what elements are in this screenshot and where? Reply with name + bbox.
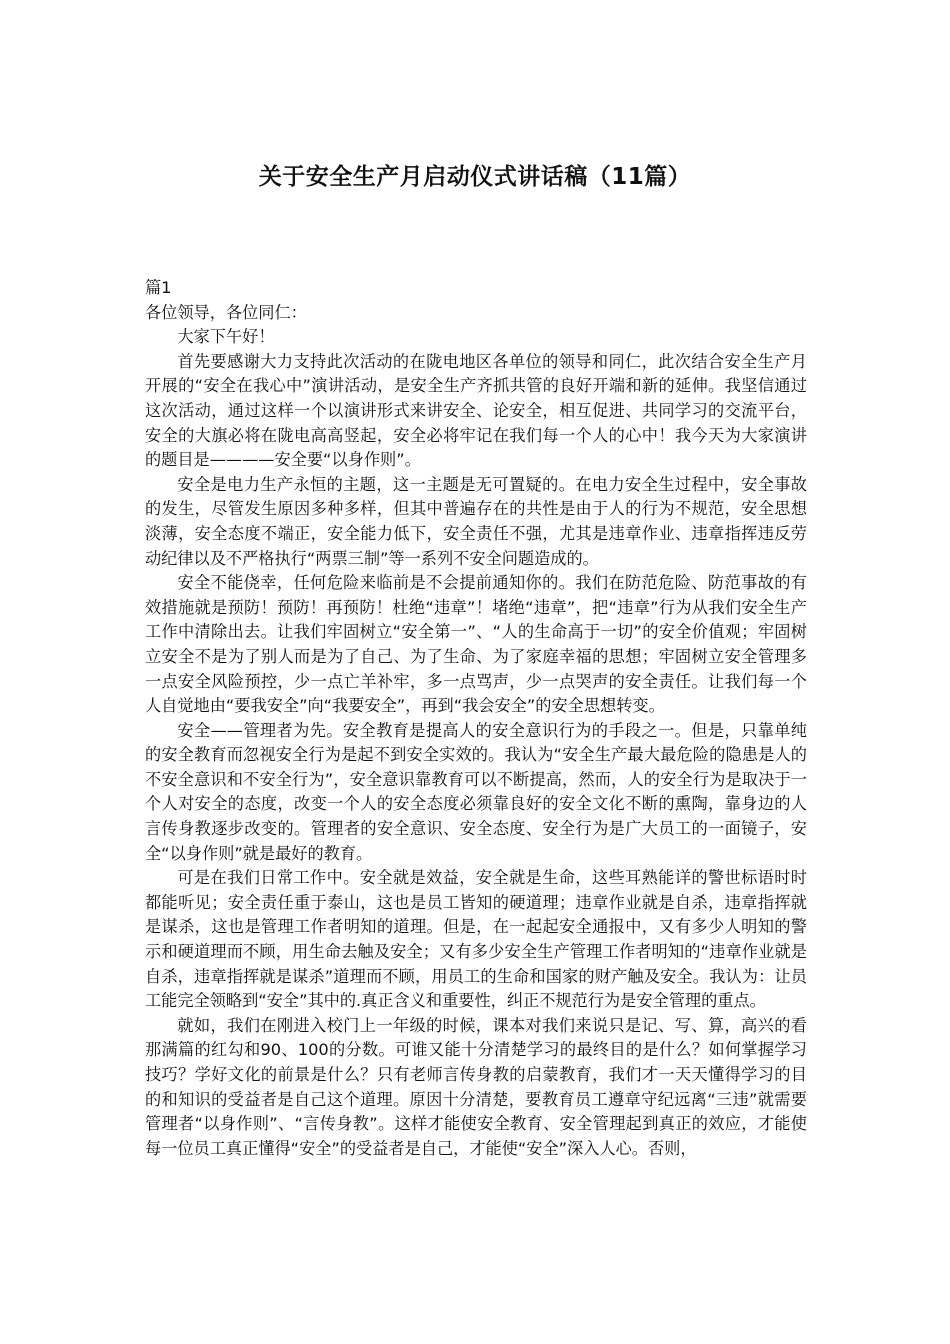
document-title: 关于安全生产月启动仪式讲话稿（11篇） <box>258 164 692 190</box>
document-body <box>145 276 807 1161</box>
paragraph: 安全是电力生产永恒的主题，这一主题是无可置疑的。在电力安全生过程中，安全事故的发生，尽管发生原因多种多样，但其中普遍存在的共性是由于人的行为不规范，安全思想淡薄，安全态度不端正，安全能力低下，安全责任不强，尤其是违章作业、违章指挥违反劳动纪律以及不严格执行“两票三制”等一系列不安全问题造成的。 <box>145 474 807 568</box>
section-label: 篇1 <box>145 278 172 297</box>
paragraph: 就如，我们在刚进入校门上一年级的时候，课本对我们来说只是记、写、算，高兴的看那满篇的红勾和90、100的分数。可谁又能十分清楚学习的最终目的是什么？如何掌握学习技巧？学好文化的前景是什么？只有老师言传身教的启蒙教育，我们才一天天懂得学习的目的和知识的受益者是自己这个道理。原因十分清楚，要教育员工遵章守纪远离“三违”就需要管理者“以身作则”、“言传身教”。这样才能使安全教育、安全管理起到真正的效应，才能使每一位员工真正懂得“安全”的受益者是自己，才能使“安全”深入人心。否则， <box>145 1015 807 1158</box>
paragraph: 安全不能侥幸，任何危险来临前是不会提前通知你的。我们在防范危险、防范事故的有效措施就是预防！预防！再预防！杜绝“违章”！堵绝“违章”，把“违章”行为从我们安全生产工作中清除出去。让我们牢固树立“安全第一”、“人的生命高于一切”的安全价值观；牢固树立安全不是为了别人而是为了自己、为了生命、为了家庭幸福的思想；牢固树立安全管理多一点安全风险预控，少一点亡羊补牢，多一点骂声，少一点哭声的安全责任。让我们每一个人自觉地由“要我安全”向“我要安全”，再到“我会安全”的安全思想转变。 <box>145 573 807 716</box>
paragraph: 首先要感谢大力支持此次活动的在陇电地区各单位的领导和同仁，此次结合安全生产月开展的“安全在我心中”演讲活动，是安全生产齐抓共管的良好开端和新的延伸。我坚信通过这次活动，通过这样一个以演讲形式来讲安全、论安全，相互促进、共同学习的交流平台，安全的大旗必将在陇电高高竖起，安全必将牢记在我们每一个人的心中！我今天为大家演讲的题目是————安全要“以身作则”。 <box>145 351 807 470</box>
paragraph: 安全——管理者为先。安全教育是提高人的安全意识行为的手段之一。但是，只靠单纯的安全教育而忽视安全行为是起不到安全实效的。我认为“安全生产最大最危险的隐患是人的不安全意识和不安全行为”，安全意识靠教育可以不断提高，然而，人的安全行为是取决于一个人对安全的态度，改变一个人的安全态度必须靠良好的安全文化不断的熏陶，靠身边的人言传身教逐步改变的。管理者的安全意识、安全态度、安全行为是广大员工的一面镜子，安全“以身作则”就是最好的教育。 <box>145 720 807 863</box>
salutation: 各位领导，各位同仁： <box>145 302 307 322</box>
greeting: 大家下午好！ <box>177 327 275 347</box>
paragraph: 可是在我们日常工作中。安全就是效益，安全就是生命，这些耳熟能详的警世标语时时都能听见；安全责任重于泰山，这也是员工皆知的硬道理；违章作业就是自杀，违章指挥就是谋杀，这也是管理工作者明知的道理。但是，在一起起安全通报中，又有多少人明知的警示和硬道理而不顾，用生命去触及安全；又有多少安全生产管理工作者明知的“违章作业就是自杀，违章指挥就是谋杀”道理而不顾，用员工的生命和国家的财产触及安全。我认为：让员工能完全领略到“安全”其中的.真正含义和重要性，纠正不规范行为是安全管理的重点。 <box>145 868 807 1011</box>
